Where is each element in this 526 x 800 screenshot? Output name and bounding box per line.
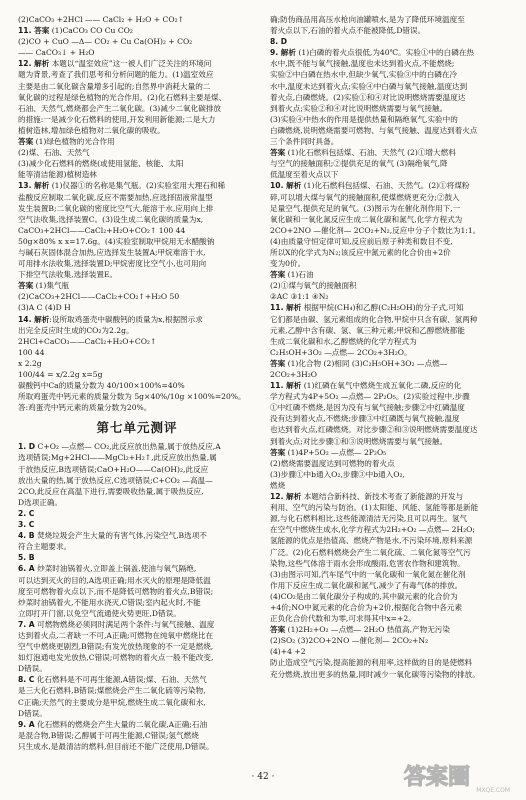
item-text: (1)绿色植物的光合作用	[33, 137, 115, 147]
text-line: 下排空气法收集,选择装置E。	[18, 270, 118, 280]
text-line: 题为背景,考查了我们思考和分析问题的能力。(1)温室效应	[18, 70, 214, 80]
text-line: 三个条件同时具备。	[270, 137, 339, 147]
text-line	[18, 530, 256, 541]
text-line	[18, 136, 256, 147]
item-label: 7. A	[18, 619, 35, 629]
text-line: (2)CaCO₃ +2HCl —— CaCl₂ + H₂O + CO₂↑	[18, 15, 184, 24]
text-line: 放出大量的热,属于放热反应,C选项错误;C+CO₂ —高温—	[18, 475, 213, 485]
text-line: (2)燃烧需要温度达到可燃物的着火点	[270, 458, 395, 468]
text-line: 可以达到灭火的目的,A选项正确;用水灭火的原理是降低温	[18, 575, 211, 585]
item-label: 4. B	[18, 531, 35, 541]
text-line: 碳酸钙中Ca的质量分数为 40/100×100%=40%	[18, 381, 185, 391]
text-line	[270, 147, 508, 158]
item-label: 5. B	[18, 553, 35, 563]
text-line: 它们都是由碳、氢元素组成的化合物,甲烷中只含有碳、氢两种	[270, 314, 478, 324]
text-line: 与空气的接触面积;②提供充足的氧气 (3)隔绝氧气,降	[270, 159, 448, 169]
item-label: 答案	[18, 137, 34, 147]
text-line: +4价;NO中氮元素的化合价为+2价,根据化合物中各元素	[270, 602, 463, 612]
item-text: :设所取鸡蛋壳中碳酸钙的质量为x,根据图示求	[49, 314, 203, 324]
item-text: (1)2H₂+O₂ —点燃— 2H₂O 热值高,产物无污染	[285, 625, 450, 635]
text-line: (2)煤、石油、天然气	[18, 148, 90, 158]
item-text: (1)白磷的着火点很低,为40℃。实验①中的白磷在热	[296, 48, 475, 58]
item-text: (1)红磷在氧气中燃烧生成五氧化二磷,反应的化	[301, 381, 462, 391]
item-text: (1)仪器①的名称是集气瓶。(2)实验室用大理石和稀	[49, 181, 226, 191]
text-line: 2CO+2NO —催化剂— 2CO₂+N₂,反应中分子个数比为1:1。	[270, 225, 481, 235]
text-line: 发生装置B;二氧化碳的密度比空气大,能溶于水,应用向上排	[18, 203, 214, 213]
text-line: ①中红磷不燃烧,是因为没有与氧气接触;步骤②中红磷温度	[270, 403, 465, 413]
text-line: 变为0价。	[270, 259, 306, 269]
item-text: (1)化合物 (2)相同 (3)C₂H₅OH+3O₂ —点燃—	[285, 358, 448, 368]
text-line	[18, 180, 256, 191]
text-line: 氧化碳和一氧化氮反应生成二氧化碳和氮气,化学方程式为	[270, 214, 463, 224]
text-line: 燃烧	[270, 480, 286, 490]
item-label: 9. 解析	[270, 48, 296, 58]
text-line: 立即打开门窗,以免空气流通使火势更旺,D错误。	[18, 608, 181, 618]
text-line: 实验②中白磷在热水中,但缺少氧气,实验③中的白磷在冷	[270, 70, 458, 80]
item-text: (1)化石燃料包括煤、石油、天然气 (2)①增大燃料	[285, 148, 456, 158]
item-label: 11. 解析	[270, 303, 302, 313]
text-line: 2CO₂+3H₂O	[270, 370, 317, 379]
item-label: 8. D	[270, 37, 288, 47]
text-line: 确;防伪商品用高压水枪向油罐喷水,是为了降低环境温度至	[270, 15, 465, 24]
item-text: (1)化石燃料包括煤、石油、天然气。(2)①将煤粉	[301, 181, 470, 191]
text-line	[18, 619, 256, 630]
text-line: 白磷燃烧,说明燃烧需要可燃物、与氧气接触、温度达到着火点	[270, 125, 478, 135]
text-line	[18, 508, 256, 519]
item-text: 炒菜时油锅着火,立即盖上锅盖,使油与氧气隔绝,	[34, 564, 197, 574]
item-text: (1)集气瓶	[33, 281, 70, 291]
text-line	[18, 314, 256, 325]
text-line: 在空气中燃烧生成水,化学方程式为2H₂+O₂ —点燃— 2H₂O;	[270, 525, 475, 535]
left-answer-block	[18, 14, 256, 413]
text-line	[18, 674, 256, 685]
item-text: 本题以“温室效应”这一被人们广泛关注的环境问	[49, 59, 212, 69]
text-line	[270, 491, 508, 502]
text-line: 与碱石灰固体混合加热,应选择发生装置A;甲烷难溶于水,	[18, 247, 206, 257]
text-line: 出完全反应时生成的CO₂为2.2g。	[18, 325, 134, 335]
text-line	[18, 563, 256, 574]
text-line: 充分燃烧,放出更多的热量,同时减少一氧化碳等污染物的排放。	[270, 669, 480, 679]
item-label: 9. A	[18, 719, 35, 729]
text-line: 足量空气,提供充足的氧气。(3)图示为在催化剂作用下,一	[270, 203, 461, 213]
text-line: (3)A C (4)D H	[18, 303, 71, 313]
text-line: 元素,乙醇中含有碳、氢、氧三种元素;甲烷和乙醇燃烧都能	[270, 325, 465, 335]
text-line: 盐酸反应制取二氧化碳,反应不需要加热,应选择固液常温型	[18, 192, 213, 202]
text-line: 答:鸡蛋壳中钙元素的质量分数为20%。	[18, 403, 152, 413]
text-line: CaCO₃+2HCl——CaCl₂+H₂O+CO₂↑ 100 44	[18, 225, 186, 235]
text-line: 主要是由二氧化碳含量增多引起的;自然界中消耗大量的二	[18, 81, 211, 91]
item-label: 答案	[18, 281, 34, 291]
text-line: 防止造成空气污染,提高能源的利用率,这样做的目的是使燃料	[270, 658, 473, 668]
text-line: 低温度至着火点以下	[270, 170, 339, 180]
text-line: 100 44	[18, 347, 45, 357]
text-line: 没有达到着火点,不燃烧;步骤③中红磷既与氧气接触,温度	[270, 414, 460, 424]
text-line: (3)步骤①中b通入O₂,步骤③中b通入O₂,	[270, 469, 405, 479]
section-title: 第七单元测评	[96, 420, 178, 436]
text-line: 到着火点;实验②和④对比说明燃烧需要与氧气接触。	[270, 103, 448, 113]
text-line: 50g×80% x x=17.6g。(4)实验室制取甲烷用无水醋酸钠	[18, 236, 215, 246]
text-line	[18, 519, 256, 530]
item-label: 1. D	[18, 442, 36, 452]
text-line	[270, 358, 508, 369]
item-label: 13. 解析	[18, 181, 50, 191]
item-label: 3. C	[18, 520, 35, 530]
left-unit7-answers	[18, 441, 256, 752]
text-line	[18, 58, 256, 69]
item-text: (1)CaCO₃ CO Cu CO₂	[49, 26, 133, 36]
text-line: 度至可燃物着火点以下,而不是降低可燃物的着火点,B错误;	[18, 586, 214, 596]
watermark-url: MXQE.COM	[476, 786, 510, 794]
text-line: 空气中燃烧更剧烈,B错误;有发光放热现象的不一定是燃烧,	[18, 642, 214, 652]
item-label: 答案	[270, 625, 286, 635]
text-line	[270, 47, 508, 58]
item-label: 11. 答案	[18, 26, 50, 36]
item-text: 化石燃料的燃烧会产生大量的二氧化碳,A正确;石油	[34, 719, 208, 729]
text-line: (4)CO₂是由二氧化碳分子构成的,其中碳元素的化合价为	[270, 591, 458, 601]
text-line	[270, 447, 508, 458]
item-label: 14. 解析	[18, 314, 50, 324]
item-label: 答案	[270, 447, 286, 457]
item-label: 11. 解析	[270, 381, 302, 391]
text-line: 100/44 = x/2.2g x=5g	[18, 370, 103, 379]
text-line: (2)CaCO₃+2HCl——CaCl₂+CO₂↑+H₂O 50	[18, 292, 180, 302]
text-line: (2)①煤与氧气的接触面积	[270, 281, 357, 291]
item-label: 8. C	[18, 675, 35, 685]
text-line: 植树造林,增加绿色植物对二氧化碳的吸收。	[18, 125, 165, 135]
text-line: 也达到着火点,红磷燃烧。对比步骤②和③说明燃烧需要温度达	[270, 425, 478, 435]
text-line: D错误。	[18, 664, 47, 674]
text-line: 是三大化石燃料,B错误;煤燃烧会产生二氧化硫等污染物,	[18, 686, 206, 696]
left-column	[18, 14, 256, 752]
item-text: 焚烧垃圾会产生大量的有害气体,污染空气,B选项不	[34, 531, 207, 541]
text-line: 着火点以下,石油的着火点不能被降低,D错误。	[270, 26, 426, 36]
text-line: 水中,温度未达到着火点;实验④中白磷与氧气接触,温度达到	[270, 81, 468, 91]
text-line	[270, 180, 508, 191]
text-line: 所以X的化学式为N₂;该反应中氮元素的化合价由+2价	[270, 247, 451, 257]
text-line: 生成二氧化碳和水,乙醇燃烧的化学方程式为	[270, 336, 417, 346]
item-text: 本题结合新科技、新技术考查了新能源的开发与	[301, 492, 464, 502]
text-line: 是混合物,B错误;乙醇属于可再生能源,C错误;氢气燃烧	[18, 730, 199, 740]
item-label: 答案	[270, 358, 286, 368]
text-line: 到着火点;对比步骤①和③说明燃烧需要与氧气接触。	[270, 436, 448, 446]
item-label: 6. A	[18, 564, 35, 574]
text-line: 氢能源的优点是热值高、燃烧产物是水,不污染环境,原料来源	[270, 536, 473, 546]
text-line: (4)+4 +2	[270, 647, 306, 657]
item-text: 化石燃料是不可再生能源,A错误;煤、石油、天然气	[34, 675, 207, 685]
text-line: 染物,这些气体溶于雨水会形成酸雨,危害农作物和建筑物。	[270, 558, 465, 568]
text-line: 2HCl+CaCO₃——CaCl₂+H₂O+CO₂↑	[18, 336, 157, 346]
text-line: (4)由质量守恒定律可知,反应前后原子种类和数目不变,	[270, 236, 453, 246]
text-line: 空气法收集,选择装置C。(3)设生成二氧化碳的质量为x,	[18, 214, 204, 224]
text-line: 石油、天然气,燃烧都会产生二氧化碳。(3)减少二氧化碳排放	[18, 103, 222, 113]
text-line: 的措施:一是减少化石燃料的使用,开发利用新能源;二是大力	[18, 114, 216, 124]
text-line: 2CO,此反应在高温下进行,需要吸收热量,属于吸热反应,	[18, 486, 204, 496]
text-line: (2)CO + CuO —Δ— CO₂ + Cu Ca(OH)₂ + CO₂	[18, 37, 193, 47]
text-line: 炒菜时油锅着火,不能用水浇灭,C错误;室内起火时,不能	[18, 597, 201, 607]
text-line: 着火点,白磷燃烧。(2)实验①和④对比说明燃烧需要温度达	[270, 92, 466, 102]
text-line: x 2.2g	[18, 358, 42, 368]
text-line: 学方程式为4P+5O₂ —点燃— 2P₂O₅。(2)实验过程中,步骤	[270, 392, 470, 402]
item-label: 2. C	[18, 508, 35, 518]
text-line: 水中,既不能与氧气接触,温度也未达到着火点,不能燃烧;	[270, 59, 455, 69]
text-line: ②AC ③1:1 ④N₂	[270, 292, 329, 302]
text-line: 如灯泡通电发光放热,C错误;可燃物的着火点一般不能改变,	[18, 653, 214, 663]
text-line: 于放热反应,B选项错误;CaO+H₂O——Ca(OH)₂,此反应	[18, 464, 209, 474]
text-line: 碎,可以增大煤与氧气的接触面积,使煤燃烧更充分;②鼓入	[270, 192, 460, 202]
item-label: 12. 解析	[18, 59, 50, 69]
text-line	[18, 280, 256, 291]
item-label: 答案	[270, 270, 286, 280]
text-line	[270, 380, 508, 391]
item-text: C+O₂ —点燃— CO₂,此反应放出热量,属于放热反应,A	[35, 442, 221, 452]
text-line: 所取鸡蛋壳中钙元素的质量分数为 5g×40%/10g ×100%=20%。	[18, 392, 246, 402]
text-line: 能等清洁能源)植树造林	[18, 170, 97, 180]
text-line: 氧化碳的过程是绿色植物的光合作用。(2)化石燃料主要是煤、	[18, 92, 227, 102]
text-line	[18, 719, 256, 730]
text-line: 可用排水法收集,选择装置D;甲烷密度比空气小,也可用向	[18, 259, 207, 269]
text-line: (3)实验④中热水的作用是提供热量和隔绝氧气,实验中的	[270, 114, 458, 124]
item-label: 10. 解析	[270, 181, 302, 191]
text-line	[18, 25, 256, 36]
page-number: · 42 ·	[251, 772, 275, 782]
right-answer-block	[270, 14, 508, 680]
text-line: 符合主题要求。	[18, 542, 72, 552]
item-text: (1)石油	[285, 270, 314, 280]
text-line: (2)SO₂ (3)2CO+2NO —催化剂— 2CO₂+N₂	[270, 636, 429, 646]
text-line: C₂H₅OH+3O₂ —点燃— 2CO₂+3H₂O。	[270, 347, 412, 357]
text-line	[270, 269, 508, 280]
item-text: 根据甲烷(CH₄)和乙醇(C₂H₅OH)的分子式,可知	[301, 303, 464, 313]
text-line	[270, 36, 508, 47]
text-line: 达到着火点,二者缺一不可,A正确;可燃物在纯氧中燃烧比在	[18, 630, 214, 640]
text-line: 源,与化石燃料相比,这些能源清洁无污染,且可以再生。氢气	[270, 514, 468, 524]
watermark-logo-text: 答案圈	[404, 765, 471, 790]
text-line: 正负化合价代数和为零,可求得其中x=+2。	[270, 614, 416, 624]
text-line: (3)由图示可知,汽车尾气中的一氧化碳和一氧化氮在催化剂	[270, 569, 466, 579]
item-text: (1)4P+5O₂ —点燃— 2P₂O₅	[285, 447, 387, 457]
right-column	[270, 14, 508, 680]
text-line	[270, 624, 508, 635]
text-line: (3)减少化石燃料的燃烧(或使用氢能、核能、太阳	[18, 159, 184, 169]
text-line: —— CaCO₃↓ + H₂O	[18, 48, 95, 58]
text-line: 利用、空气的污染与防治。(1)太阳能、风能、氢能等都是新能	[270, 503, 479, 513]
text-line	[18, 552, 256, 563]
text-line: 选项错误;Mg+2HCl——MgCl₂+H₂↑,此反应放出热量,属	[18, 453, 217, 463]
text-line: D错误。	[18, 708, 47, 718]
text-line: C正确;天然气的主要成分是甲烷,燃烧生成二氧化碳和水,	[18, 697, 206, 707]
text-line: 作用下反应生成二氧化碳和氮气,减少了有毒气体的排放。	[270, 580, 463, 590]
item-label: 答案	[270, 148, 286, 158]
text-line: D选项正确。	[18, 497, 63, 507]
item-label: 12. 解析	[270, 492, 302, 502]
item-text: 可燃物燃烧必须同时满足两个条件:与氧气接触、温度	[34, 619, 215, 629]
text-line: 只生成水,是最清洁的燃料,但目前还不能广泛使用,D错误。	[18, 741, 214, 751]
text-line: 广泛。(2)化石燃料燃烧会产生二氧化硫、二氧化氮等空气污	[270, 547, 471, 557]
text-line	[270, 302, 508, 313]
text-line	[18, 441, 256, 452]
